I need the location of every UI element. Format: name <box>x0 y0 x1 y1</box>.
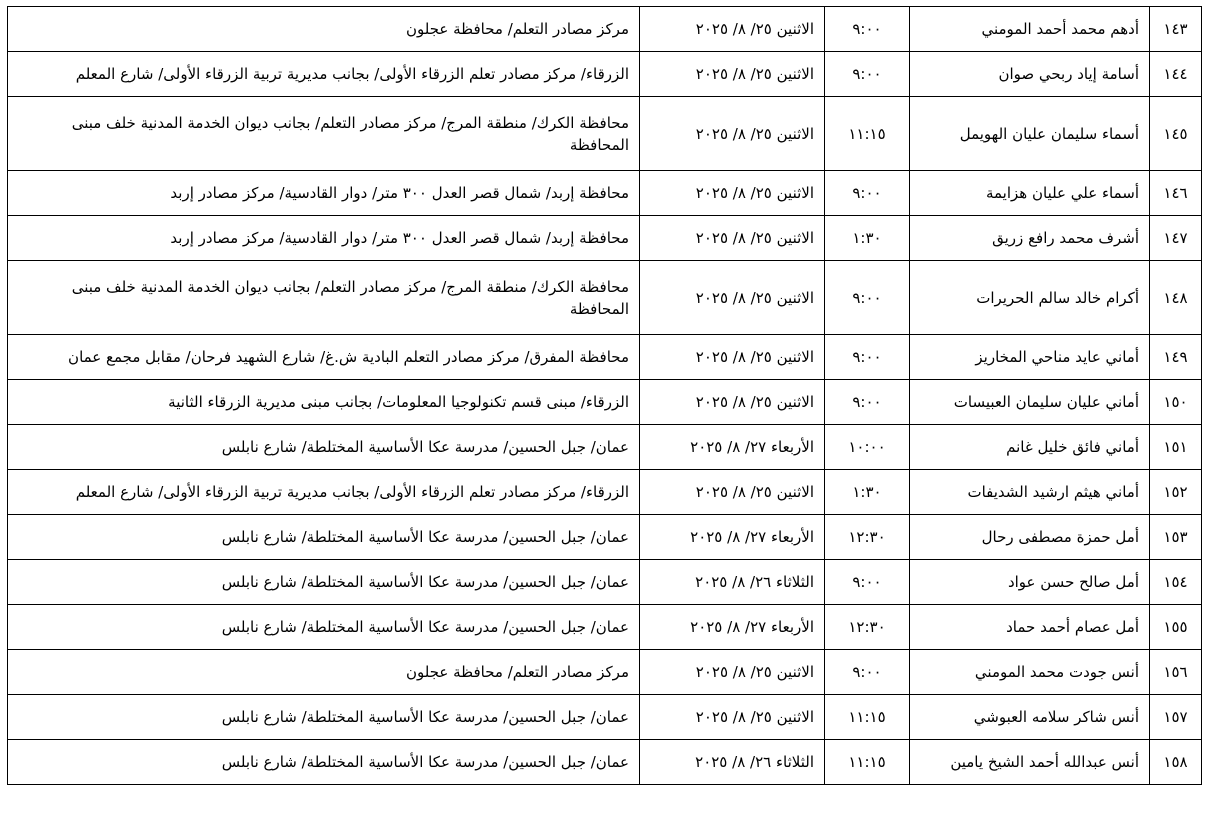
row-number: ١٤٩ <box>1150 335 1202 380</box>
location: عمان/ جبل الحسين/ مدرسة عكا الأساسية المختلطة/ شارع نابلس <box>8 515 640 560</box>
appointment-date: الاثنين ٢٥/ ٨/ ٢٠٢٥ <box>640 470 825 515</box>
person-name: أماني عليان سليمان العبيسات <box>910 380 1150 425</box>
appointment-date: الاثنين ٢٥/ ٨/ ٢٠٢٥ <box>640 52 825 97</box>
row-number: ١٥٣ <box>1150 515 1202 560</box>
appointment-date: الاثنين ٢٥/ ٨/ ٢٠٢٥ <box>640 7 825 52</box>
schedule-table <box>7 6 1202 785</box>
table-row <box>8 470 1202 515</box>
appointment-time: ١١:١٥ <box>825 695 910 740</box>
appointment-time: ٩:٠٠ <box>825 380 910 425</box>
row-number: ١٥٢ <box>1150 470 1202 515</box>
table-row <box>8 605 1202 650</box>
row-number: ١٤٧ <box>1150 216 1202 261</box>
appointment-date: الاثنين ٢٥/ ٨/ ٢٠٢٥ <box>640 171 825 216</box>
location: عمان/ جبل الحسين/ مدرسة عكا الأساسية المختلطة/ شارع نابلس <box>8 605 640 650</box>
location: عمان/ جبل الحسين/ مدرسة عكا الأساسية المختلطة/ شارع نابلس <box>8 740 640 785</box>
appointment-time: ١٢:٣٠ <box>825 515 910 560</box>
row-number: ١٥٨ <box>1150 740 1202 785</box>
table-row <box>8 425 1202 470</box>
appointment-date: الأربعاء ٢٧/ ٨/ ٢٠٢٥ <box>640 425 825 470</box>
table-row <box>8 216 1202 261</box>
table-row <box>8 515 1202 560</box>
appointment-time: ٩:٠٠ <box>825 650 910 695</box>
person-name: أمل صالح حسن عواد <box>910 560 1150 605</box>
appointment-date: الأربعاء ٢٧/ ٨/ ٢٠٢٥ <box>640 515 825 560</box>
appointment-time: ٩:٠٠ <box>825 171 910 216</box>
person-name: أسماء علي عليان هزايمة <box>910 171 1150 216</box>
row-number: ١٤٥ <box>1150 97 1202 171</box>
table-row <box>8 560 1202 605</box>
appointment-date: الاثنين ٢٥/ ٨/ ٢٠٢٥ <box>640 650 825 695</box>
person-name: أماني هيثم ارشيد الشديفات <box>910 470 1150 515</box>
person-name: أنس عبدالله أحمد الشيخ يامين <box>910 740 1150 785</box>
row-number: ١٤٦ <box>1150 171 1202 216</box>
person-name: أمل عصام أحمد حماد <box>910 605 1150 650</box>
person-name: أسامة إياد ربحي صوان <box>910 52 1150 97</box>
row-number: ١٤٨ <box>1150 261 1202 335</box>
location: عمان/ جبل الحسين/ مدرسة عكا الأساسية المختلطة/ شارع نابلس <box>8 425 640 470</box>
appointment-date: الثلاثاء ٢٦/ ٨/ ٢٠٢٥ <box>640 740 825 785</box>
appointment-time: ١:٣٠ <box>825 470 910 515</box>
location: محافظة الكرك/ منطقة المرج/ مركز مصادر التعلم/ بجانب ديوان الخدمة المدنية خلف مبنى المحافظة <box>8 261 640 335</box>
table-row <box>8 261 1202 335</box>
row-number: ١٥٦ <box>1150 650 1202 695</box>
appointment-time: ٩:٠٠ <box>825 7 910 52</box>
location: مركز مصادر التعلم/ محافظة عجلون <box>8 650 640 695</box>
row-number: ١٤٤ <box>1150 52 1202 97</box>
appointment-date: الاثنين ٢٥/ ٨/ ٢٠٢٥ <box>640 97 825 171</box>
table-row <box>8 97 1202 171</box>
location: عمان/ جبل الحسين/ مدرسة عكا الأساسية المختلطة/ شارع نابلس <box>8 695 640 740</box>
table-row <box>8 335 1202 380</box>
appointment-time: ١١:١٥ <box>825 97 910 171</box>
table-row <box>8 52 1202 97</box>
person-name: أنس شاكر سلامه العبوشي <box>910 695 1150 740</box>
appointment-date: الاثنين ٢٥/ ٨/ ٢٠٢٥ <box>640 261 825 335</box>
person-name: أنس جودت محمد المومني <box>910 650 1150 695</box>
row-number: ١٤٣ <box>1150 7 1202 52</box>
appointment-time: ١١:١٥ <box>825 740 910 785</box>
row-number: ١٥١ <box>1150 425 1202 470</box>
location: مركز مصادر التعلم/ محافظة عجلون <box>8 7 640 52</box>
location: محافظة إربد/ شمال قصر العدل ٣٠٠ متر/ دوار القادسية/ مركز مصادر إربد <box>8 171 640 216</box>
table-row <box>8 695 1202 740</box>
row-number: ١٥٧ <box>1150 695 1202 740</box>
person-name: أشرف محمد رافع زريق <box>910 216 1150 261</box>
table-row <box>8 7 1202 52</box>
table-row <box>8 650 1202 695</box>
location: محافظة إربد/ شمال قصر العدل ٣٠٠ متر/ دوار القادسية/ مركز مصادر إربد <box>8 216 640 261</box>
person-name: أكرام خالد سالم الحريرات <box>910 261 1150 335</box>
appointment-time: ١:٣٠ <box>825 216 910 261</box>
location: الزرقاء/ مركز مصادر تعلم الزرقاء الأولى/ بجانب مديرية تربية الزرقاء الأولى/ شارع المعلم <box>8 52 640 97</box>
appointment-time: ١٢:٣٠ <box>825 605 910 650</box>
appointment-date: الاثنين ٢٥/ ٨/ ٢٠٢٥ <box>640 216 825 261</box>
schedule-body <box>8 7 1202 785</box>
row-number: ١٥٥ <box>1150 605 1202 650</box>
table-row <box>8 171 1202 216</box>
appointment-date: الاثنين ٢٥/ ٨/ ٢٠٢٥ <box>640 380 825 425</box>
appointment-time: ٩:٠٠ <box>825 560 910 605</box>
location: محافظة المفرق/ مركز مصادر التعلم البادية ش.غ/ شارع الشهيد فرحان/ مقابل مجمع عمان <box>8 335 640 380</box>
appointment-time: ٩:٠٠ <box>825 52 910 97</box>
location: الزرقاء/ مبنى قسم تكنولوجيا المعلومات/ بجانب مبنى مديرية الزرقاء الثانية <box>8 380 640 425</box>
appointment-date: الأربعاء ٢٧/ ٨/ ٢٠٢٥ <box>640 605 825 650</box>
person-name: أماني فائق خليل غانم <box>910 425 1150 470</box>
person-name: أمل حمزة مصطفى رحال <box>910 515 1150 560</box>
appointment-date: الاثنين ٢٥/ ٨/ ٢٠٢٥ <box>640 335 825 380</box>
row-number: ١٥٤ <box>1150 560 1202 605</box>
row-number: ١٥٠ <box>1150 380 1202 425</box>
appointment-time: ٩:٠٠ <box>825 261 910 335</box>
appointment-time: ١٠:٠٠ <box>825 425 910 470</box>
person-name: أسماء سليمان عليان الهويمل <box>910 97 1150 171</box>
location: الزرقاء/ مركز مصادر تعلم الزرقاء الأولى/ بجانب مديرية تربية الزرقاء الأولى/ شارع المعلم <box>8 470 640 515</box>
person-name: أدهم محمد أحمد المومني <box>910 7 1150 52</box>
location: عمان/ جبل الحسين/ مدرسة عكا الأساسية المختلطة/ شارع نابلس <box>8 560 640 605</box>
appointment-time: ٩:٠٠ <box>825 335 910 380</box>
person-name: أماني عايد مناحي المخاريز <box>910 335 1150 380</box>
location: محافظة الكرك/ منطقة المرج/ مركز مصادر التعلم/ بجانب ديوان الخدمة المدنية خلف مبنى المحافظة <box>8 97 640 171</box>
table-row <box>8 740 1202 785</box>
appointment-date: الاثنين ٢٥/ ٨/ ٢٠٢٥ <box>640 695 825 740</box>
table-row <box>8 380 1202 425</box>
appointment-date: الثلاثاء ٢٦/ ٨/ ٢٠٢٥ <box>640 560 825 605</box>
